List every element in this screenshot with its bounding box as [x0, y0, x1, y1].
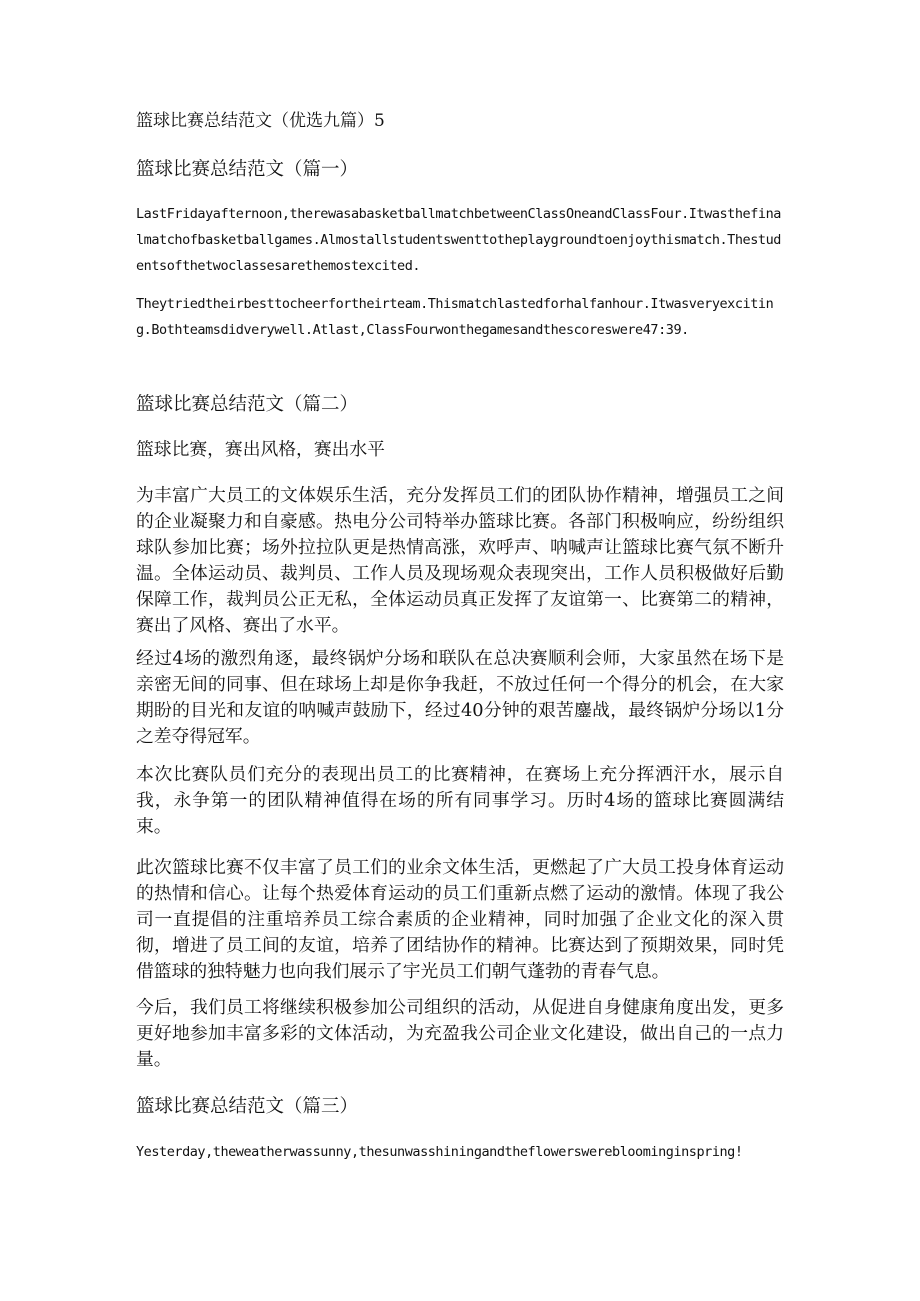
section-subtitle-2: 篮球比赛，赛出风格，赛出水平 — [136, 439, 385, 460]
paragraph-2-3: 本次比赛队员们充分的表现出员工的比赛精神，在赛场上充分挥洒汗水，展示自我，永争第一的团队精神值得在场的所有同事学习。历时4场的篮球比赛圆满结束。 — [136, 764, 784, 837]
paragraph-2-1: 为丰富广大员工的文体娱乐生活，充分发挥员工们的团队协作精神，增强员工之间的企业凝聚力和自豪感。热电分公司特举办篮球比赛。各部门积极响应，纷纷组织球队参加比赛；场外拉拉队更是热情高涨，欢呼声、呐喊声让篮球比赛气氛不断升温。全体运动员、裁判员、工作人员及现场观众表现突出，工作人员积极做好后勤保障工作，裁判员公正无私，全体运动员真正发挥了友谊第一、比赛第二的精神，赛出了风格、赛出了水平。 — [136, 485, 784, 636]
section-heading-2: 篮球比赛总结范文（篇二） — [136, 394, 359, 415]
paragraph-1-2: Theytriedtheirbesttocheerfortheirteam.Thismatchlastedforhalfanhour.Itwasveryexciting.Bothteamsdidverywell.Atlast,ClassFourwonthegamesandthescoreswere47:39. — [136, 296, 774, 338]
paragraph-2-4: 此次篮球比赛不仅丰富了员工们的业余文体生活，更燃起了广大员工投身体育运动的热情和信心。让每个热爱体育运动的员工们重新点燃了运动的激情。体现了我公司一直提倡的注重培养员工综合素质的企业精神，同时加强了企业文化的深入贯彻，增进了员工间的友谊，培养了团结协作的精神。比赛达到了预期效果，同时凭借篮球的独特魅力也向我们展示了宇光员工们朝气蓬勃的青春气息。 — [136, 857, 784, 982]
paragraph-2-5: 今后，我们员工将继续积极参加公司组织的活动，从促进自身健康角度出发，更多更好地参加丰富多彩的文体活动，为充盈我公司企业文化建设，做出自己的一点力量。 — [136, 997, 784, 1070]
section-heading-1: 篮球比赛总结范文（篇一） — [136, 159, 359, 180]
paragraph-2-2: 经过4场的激烈角逐，最终锅炉分场和联队在总决赛顺利会师，大家虽然在场下是亲密无间的同事、但在球场上却是你争我赶，不放过任何一个得分的机会，在大家期盼的目光和友谊的呐喊声鼓励下，经过40分钟的艰苦鏖战，最终锅炉分场以1分之差夺得冠军。 — [136, 648, 784, 747]
paragraph-1-1: LastFridayafternoon,therewasabasketballmatchbetweenClassOneandClassFour.Itwasthefinalmatchofbasketballgames.Almostallstudentswenttotheplaygroundtoenjoythismatch.Thestudentsofthetwoclassesarethemostexcited. — [136, 206, 781, 274]
paragraph-3-1: Yesterday,theweatherwassunny,thesunwasshiningandtheflowerswerebloominginspring! — [136, 1144, 743, 1160]
section-heading-3: 篮球比赛总结范文（篇三） — [136, 1096, 359, 1117]
document-title: 篮球比赛总结范文（优选九篇）5 — [136, 111, 385, 131]
